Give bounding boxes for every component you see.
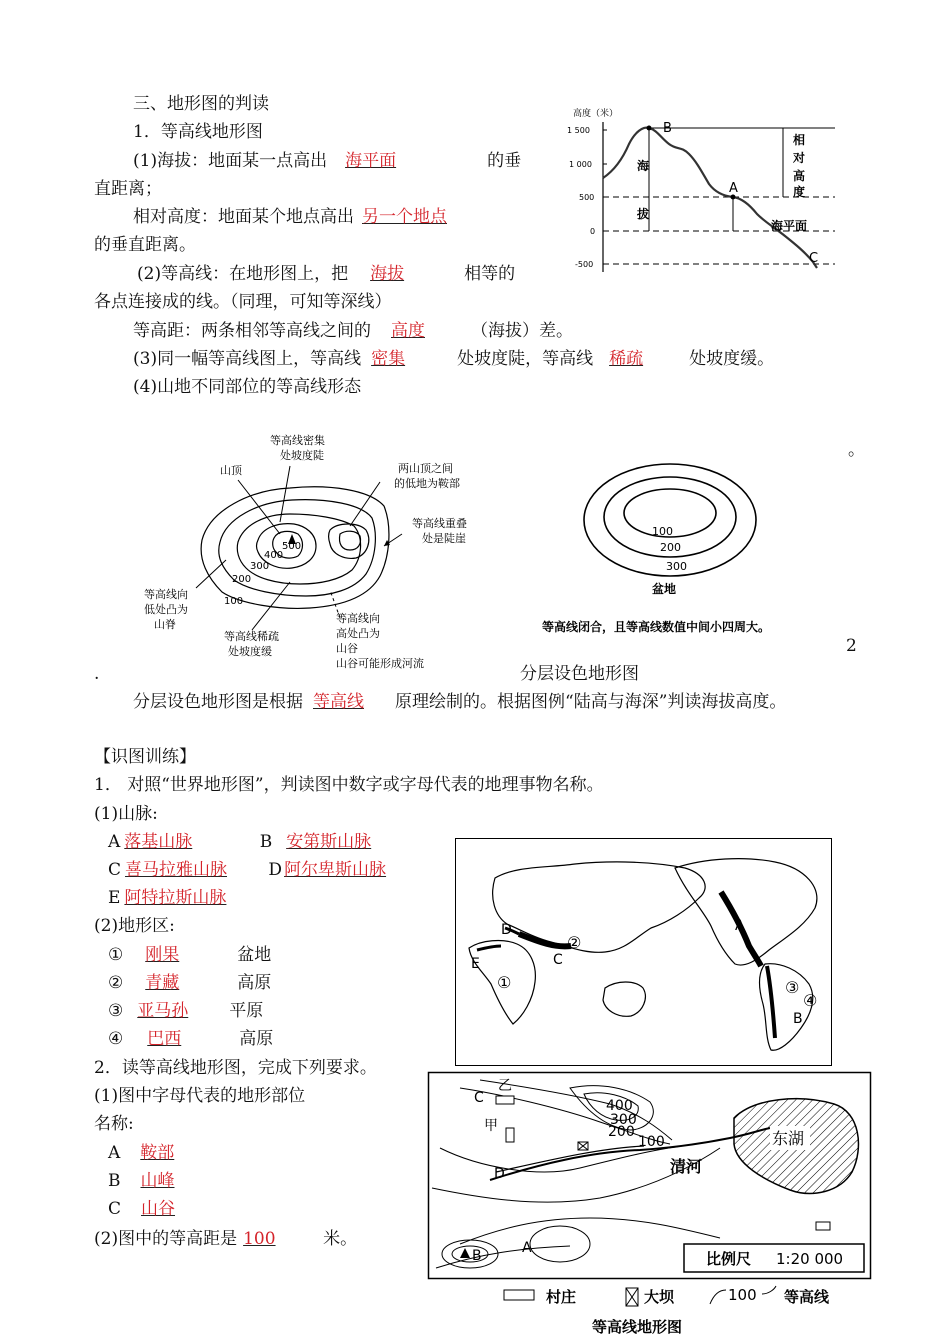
region-row-4: [108, 1027, 273, 1051]
num-2: ②: [108, 973, 124, 993]
mountain-row-cd: [108, 858, 402, 882]
region-1-suffix: 盆地: [237, 945, 272, 965]
region-row-1: [108, 943, 271, 967]
topo-label-jia: 甲: [484, 1118, 498, 1134]
region-row-3: [108, 999, 263, 1023]
basin-figure: [530, 455, 830, 640]
tick-0: 0: [590, 227, 596, 236]
relative-height-cont: 的垂直距离。: [94, 235, 196, 255]
q1-regions-heading: (2)地形区:: [94, 916, 175, 936]
legend-dam: 大坝: [644, 1288, 675, 1306]
terrain-row-b: [108, 1169, 285, 1193]
altitude-pre: (1)海拔：地面某一点高出: [133, 151, 328, 171]
region-4-suffix: 高原: [239, 1029, 274, 1049]
map-num-4: ④: [803, 991, 818, 1010]
contour-200: 200: [608, 1124, 635, 1140]
map-num-1: ①: [497, 973, 512, 992]
topo-label-yi: 乙: [498, 1078, 512, 1094]
label-a: A: [108, 832, 121, 852]
slope-line: [133, 347, 774, 371]
q1-text: 1． 对照“世界地形图”，判读图中数字或字母代表的地理事物名称。: [94, 775, 604, 795]
list-dot: .: [94, 664, 100, 684]
label-e: E: [108, 888, 121, 908]
label-v300: 300: [250, 561, 270, 572]
num-3: ③: [108, 1001, 124, 1021]
label-saddle1: 两山顶之间: [398, 462, 453, 475]
answer-saddle: 鞍部: [140, 1143, 175, 1163]
label-rel-2: 对: [793, 151, 806, 165]
slope-pre: (3)同一幅等高线图上，等高线: [133, 349, 362, 369]
label-v500: 500: [282, 541, 302, 552]
river-label: 清河: [670, 1157, 703, 1176]
label-valley3: 山谷: [336, 642, 358, 655]
topo-map-figure: [420, 1068, 880, 1340]
altitude-cont: 直距离；: [94, 179, 162, 199]
region-2-suffix: 高原: [237, 973, 272, 993]
answer-andes: 安第斯山脉: [286, 832, 372, 852]
q2-sub1b: 名称:: [94, 1114, 134, 1134]
altitude-line: [133, 149, 521, 173]
number-two: 2: [846, 636, 857, 656]
label-point-a: A: [729, 181, 738, 196]
tick-500: 500: [579, 193, 595, 202]
answer-peak: 山峰: [140, 1171, 175, 1191]
answer-qingzang: 青藏: [145, 973, 180, 993]
label-rel-1: 相: [793, 133, 806, 147]
map-label-a: A: [735, 918, 745, 934]
slope-mid: 处坡度陡，等高线: [457, 349, 594, 369]
label-d: D: [268, 860, 283, 880]
answer-altitude: 海拔: [370, 264, 405, 284]
region-3-suffix: 平原: [229, 1001, 264, 1021]
contour-interval-line: [133, 319, 573, 343]
basin-caption: 等高线闭合，且等高线数值中间小四周大。: [542, 620, 771, 634]
basin-v200: 200: [660, 541, 681, 554]
terrain-label-c: C: [108, 1199, 122, 1219]
topo-label-c: C: [474, 1090, 484, 1106]
label-cliff1: 等高线重叠: [412, 517, 467, 530]
num-4: ④: [108, 1029, 124, 1049]
answer-valley: 山谷: [141, 1199, 176, 1219]
label-rel-4: 度: [793, 185, 806, 199]
answer-contour: 等高线: [313, 692, 364, 712]
label-c: C: [108, 860, 122, 880]
answer-atlas: 阿特拉斯山脉: [124, 888, 227, 908]
basin-v300: 300: [666, 560, 687, 573]
map-label-c: C: [553, 952, 563, 968]
q2-sub1a: (1)图中字母代表的地形部位: [94, 1086, 306, 1106]
label-v400: 400: [264, 550, 284, 561]
region-row-2: [108, 971, 271, 995]
mountain-forms-line: (4)山地不同部位的等高线形态: [133, 377, 362, 397]
answer-interval: 100: [243, 1229, 276, 1249]
interval-post: （海拔）差。: [471, 321, 573, 341]
map-num-2: ②: [567, 933, 582, 952]
relative-height-line: [133, 205, 486, 229]
label-valley1: 等高线向: [336, 612, 380, 625]
terrain-label-a: A: [108, 1143, 121, 1163]
label-v200: 200: [232, 574, 252, 585]
label-haiba-1: 海: [637, 159, 650, 173]
elev-ylabel: 高度（米）: [573, 109, 619, 119]
label-dense2: 处坡度陡: [280, 449, 324, 462]
contour-def-cont: 各点连接成的线。（同理，可知等深线）: [94, 292, 392, 312]
world-map-figure: [455, 838, 833, 1066]
legend-contour-value: 100: [728, 1286, 757, 1304]
label-dense: 等高线密集: [270, 434, 325, 447]
contour-100: 100: [638, 1134, 665, 1150]
answer-congo: 刚果: [145, 945, 180, 965]
tick-1500: 1 500: [567, 126, 590, 135]
scale-label: 比例尺: [706, 1250, 752, 1268]
contour-line-def: [137, 262, 515, 286]
q2-sub2: [94, 1227, 357, 1251]
map-label-d: D: [501, 922, 512, 938]
terrain-row-c: [108, 1197, 295, 1221]
contour-def-post: 相等的: [464, 264, 516, 284]
answer-himalaya: 喜马拉雅山脉: [125, 860, 228, 880]
terrain-label-b: B: [108, 1171, 121, 1191]
label-valley2: 高处凸为: [336, 627, 380, 640]
label-sparse2: 处坡度缓: [228, 645, 272, 658]
section-title: 三、地形图的判读: [133, 94, 269, 114]
label-valley4: 山谷可能形成河流: [336, 657, 424, 670]
label-sea-level: 海平面: [771, 219, 808, 233]
relative-height-pre: 相对高度：地面某个地点高出: [133, 207, 354, 227]
label-v100: 100: [224, 596, 244, 607]
topo-label-b: B: [472, 1248, 482, 1264]
interval-q-pre: (2)图中的等高距是: [94, 1229, 238, 1249]
map-num-3: ③: [785, 978, 800, 997]
legend-village: 村庄: [546, 1288, 577, 1306]
answer-sea-level: 海平面: [345, 151, 397, 171]
stray-dot: 。: [848, 440, 865, 460]
label-cliff2: 处是陡崖: [422, 532, 466, 545]
answer-brazil: 巴西: [147, 1029, 182, 1049]
q1-mountains-heading: (1)山脉:: [94, 804, 158, 824]
answer-amazon: 亚马孙: [137, 1001, 189, 1021]
contour-def-pre: (2)等高线：在地形图上，把: [137, 264, 349, 284]
basin-name: 盆地: [652, 582, 677, 596]
label-point-c: C: [809, 251, 819, 266]
label-saddle2: 的低地为鞍部: [394, 477, 460, 490]
topo-label-d: D: [494, 1166, 505, 1182]
layered-pre: 分层设色地形图是根据: [133, 692, 303, 712]
tick-1000: 1 000: [569, 160, 592, 169]
topo-label-a: A: [522, 1240, 532, 1256]
label-haiba-2: 拔: [637, 207, 650, 221]
layered-map-line: [133, 690, 786, 714]
answer-height: 高度: [391, 321, 425, 341]
training-title: 【识图训练】: [94, 747, 196, 767]
answer-alps: 阿尔卑斯山脉: [284, 860, 387, 880]
answer-dense: 密集: [371, 349, 406, 369]
topo-caption: 等高线地形图: [592, 1318, 683, 1336]
mountain-row-ab: [108, 830, 398, 854]
label-ridge2: 低处凸为: [144, 603, 188, 616]
lake-label: 东湖: [772, 1129, 805, 1148]
label-rel-3: 高: [793, 169, 806, 183]
tick-neg500: -500: [575, 260, 594, 269]
label-point-b: B: [663, 121, 672, 136]
interval-pre: 等高距：两条相邻等高线之间的: [133, 321, 371, 341]
elevation-profile-figure: [565, 100, 840, 280]
subsection-title: 1．等高线地形图: [133, 122, 263, 142]
interval-q-post: 米。: [323, 1229, 358, 1249]
label-ridge1: 等高线向: [144, 588, 188, 601]
answer-another-point: 另一个地点: [362, 207, 447, 227]
layered-post: 原理绘制的。根据图例“陆高与海深”判读海拔高度。: [395, 692, 787, 712]
altitude-post: 的垂: [487, 151, 522, 171]
slope-post: 处坡度缓。: [689, 349, 775, 369]
label-ridge3: 山脊: [154, 618, 176, 631]
legend-contour: 等高线: [784, 1288, 830, 1306]
scale-value: 1:20 000: [776, 1250, 844, 1268]
num-1: ①: [108, 945, 124, 965]
contour-400: 400: [606, 1098, 633, 1114]
contour-300: 300: [610, 1112, 637, 1128]
q2-text: 2．读等高线地形图，完成下列要求。: [94, 1058, 377, 1078]
map-label-e: E: [471, 956, 480, 972]
map-label-b: B: [793, 1011, 803, 1027]
answer-rocky: 落基山脉: [124, 832, 193, 852]
mountain-contour-figure: [140, 430, 500, 675]
layered-map-title: 分层设色地形图: [520, 664, 639, 684]
label-sparse1: 等高线稀疏: [224, 630, 279, 643]
terrain-row-a: [108, 1141, 274, 1165]
label-b: B: [259, 832, 273, 852]
label-peak: 山顶: [220, 464, 242, 477]
basin-v100: 100: [652, 525, 673, 538]
answer-sparse: 稀疏: [609, 349, 644, 369]
mountain-row-e: [108, 886, 258, 910]
